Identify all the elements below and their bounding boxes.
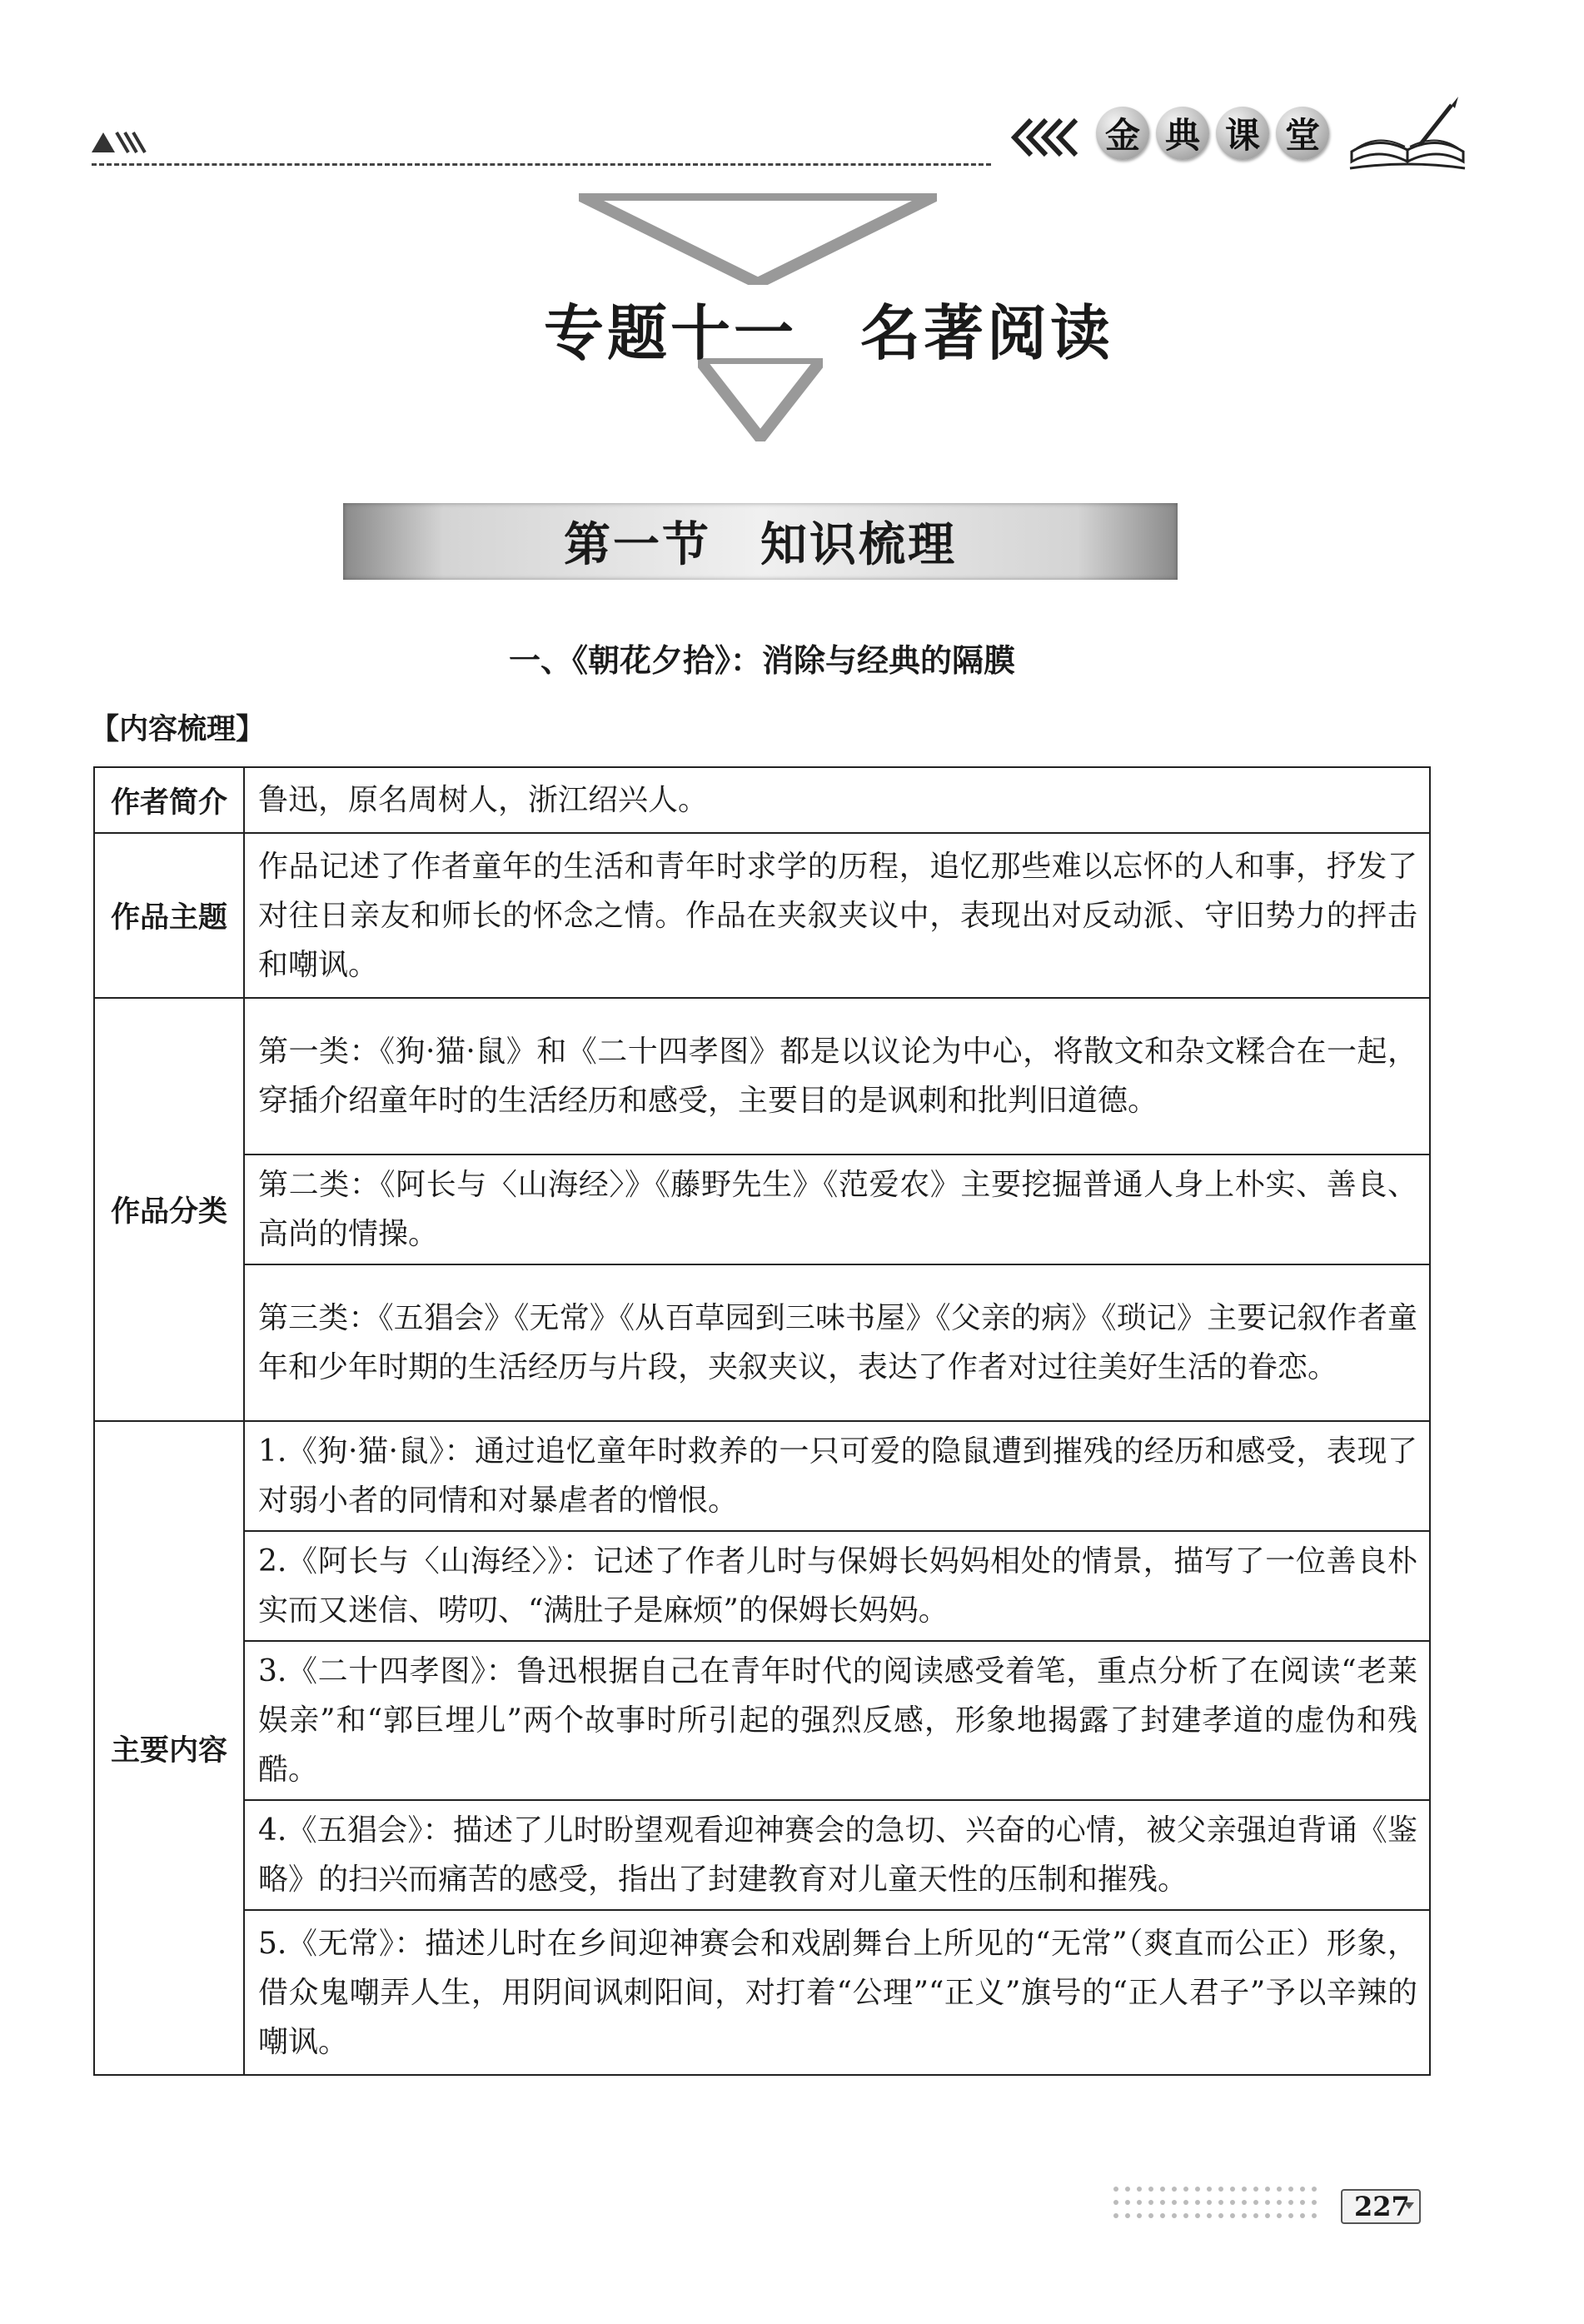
category-1: 第一类：《狗·猫·鼠》和《二十四孝图》都是以议论为中心，将散文和杂文糅合在一起，穿插介绍童年时的生活经历和感受，主要目的是讽刺和批判旧道德。	[244, 998, 1430, 1155]
content-item-1: 1.《狗·猫·鼠》：通过追忆童年时救养的一只可爱的隐鼠遭到摧残的经历和感受，表现了对弱小者的同情和对暴虐者的憎恨。	[244, 1421, 1430, 1531]
header-dashed-rule	[92, 163, 991, 166]
table-row	[94, 1155, 1430, 1264]
title-triangle-outline	[579, 193, 937, 285]
knowledge-table	[93, 766, 1431, 2076]
footer-dots-decoration	[1108, 2181, 1324, 2227]
table-row	[94, 1531, 1430, 1641]
table-row	[94, 767, 1430, 833]
caret-down-icon	[1404, 2202, 1414, 2209]
theme-text: 作品记述了作者童年的生活和青年时求学的历程，追忆那些难以忘怀的人和事，抒发了对往日亲友和师长的怀念之情。作品在夹叙夹议中，表现出对反动派、守旧势力的抨击和嘲讽。	[244, 833, 1430, 998]
content-item-3: 3.《二十四孝图》：鲁迅根据自己在青年时代的阅读感受着笔，重点分析了在阅读“老莱娱亲”和“郭巨埋儿”两个故事时所引起的强烈反感，形象地揭露了封建孝道的虚伪和残酷。	[244, 1641, 1430, 1800]
category-2: 第二类：《阿长与〈山海经〉》《藤野先生》《范爱农》主要挖掘普通人身上朴实、善良、高尚的情操。	[244, 1155, 1430, 1264]
content-item-5: 5.《无常》：描述儿时在乡间迎神赛会和戏剧舞台上所见的“无常”（爽直而公正）形象，借众鬼嘲弄人生，用阴间讽刺阳间，对打着“公理”“正义”旗号的“正人君子”予以辛辣的嘲讽。	[244, 1910, 1430, 2075]
brand-char: 金	[1096, 107, 1149, 160]
brand-logo	[1096, 107, 1329, 160]
double-chevron-left-icon	[1009, 117, 1084, 158]
table-row	[94, 1910, 1430, 2075]
table-row	[94, 1641, 1430, 1800]
category-label: 作品分类	[94, 998, 244, 1421]
page-number-box	[1341, 2189, 1421, 2224]
theme-label: 作品主题	[94, 833, 244, 998]
page-number: 227	[1354, 2191, 1410, 2222]
content-label: 主要内容	[94, 1421, 244, 2075]
category-3: 第三类：《五猖会》《无常》《从百草园到三味书屋》《父亲的病》《琐记》主要记叙作者童年和少年时期的生活经历与片段，夹叙夹议，表达了作者对过往美好生活的眷恋。	[244, 1264, 1430, 1421]
section-banner: 第一节 知识梳理	[343, 503, 1178, 580]
header-stripes-icon	[92, 129, 150, 154]
brand-char: 堂	[1276, 107, 1329, 160]
table-row	[94, 1421, 1430, 1531]
content-item-4: 4.《五猖会》：描述了儿时盼望观看迎神赛会的急切、兴奋的心情，被父亲强迫背诵《鉴略》的扫兴而痛苦的感受，指出了封建教育对儿童天性的压制和摧残。	[244, 1800, 1430, 1910]
table-row	[94, 1800, 1430, 1910]
brand-char: 典	[1156, 107, 1209, 160]
table-row	[94, 833, 1430, 998]
subsection-title: 一、《朝花夕拾》：消除与经典的隔膜	[508, 642, 1015, 679]
topic-title: 专题十一 名著阅读	[543, 298, 1113, 368]
author-text: 鲁迅，原名周树人，浙江绍兴人。	[244, 767, 1430, 833]
open-book-pen-icon	[1345, 93, 1470, 172]
table-row	[94, 1264, 1430, 1421]
table-row	[94, 998, 1430, 1155]
content-review-label: 【内容梳理】	[90, 713, 266, 746]
author-label: 作者简介	[94, 767, 244, 833]
brand-char: 课	[1216, 107, 1269, 160]
content-item-2: 2.《阿长与〈山海经〉》：记述了作者儿时与保姆长妈妈相处的情景，描写了一位善良朴实而又迷信、唠叨、“满肚子是麻烦”的保姆长妈妈。	[244, 1531, 1430, 1641]
